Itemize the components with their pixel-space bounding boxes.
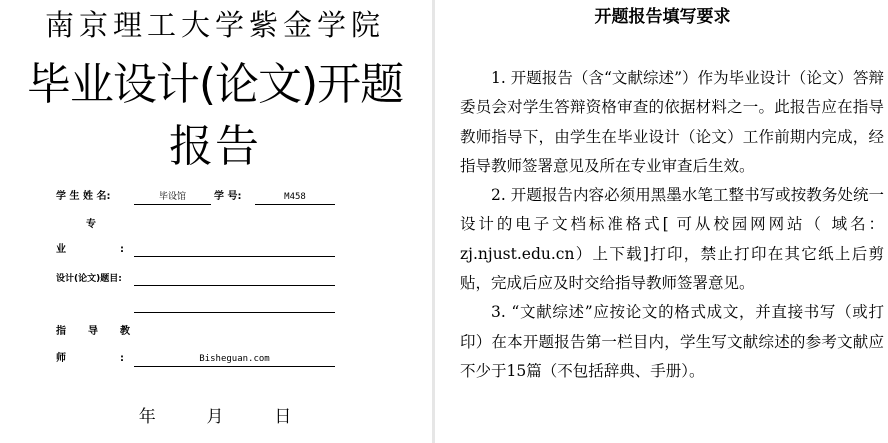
advisor-colon: : xyxy=(120,353,124,364)
date-year: 年 xyxy=(138,407,156,427)
advisor-label-last: 师 xyxy=(56,353,66,364)
date-day: 日 xyxy=(274,407,292,427)
school-name: 南京理工大学紫金学院 xyxy=(44,8,385,42)
requirements-page xyxy=(437,0,888,443)
topic-underline-1 xyxy=(134,285,335,286)
topic-underline-2 xyxy=(134,312,335,313)
student-name-value: 毕设馆 xyxy=(158,192,186,202)
requirements-body xyxy=(460,64,884,386)
major-label-bottom: 业 xyxy=(56,244,66,255)
date-row xyxy=(0,405,430,429)
topic-label: 设计(论文)题目: xyxy=(56,274,122,284)
advisor-value: Bisheguan.com xyxy=(199,354,270,364)
student-name-underline xyxy=(134,204,211,205)
advisor-label-char-3: 教 xyxy=(120,326,130,337)
student-id-underline xyxy=(255,204,335,205)
requirement-paragraph-2: 2. 开题报告内容必须用黑墨水笔工整书写或按教务处统一设计的电子文档标准格式[ 可从校园网网站（ 域名：zj.njust.edu.cn）上下载]打印，禁止打印在其它纸上后剪贴，完成后应及时交给指导教师签署意见。 xyxy=(460,186,884,293)
student-name-label: 学 生 姓 名: xyxy=(56,191,111,202)
requirement-paragraph-3: 3. “文献综述”应按论文的格式成文，并直接书写（或打印）在本开题报告第一栏目内，学生写文献综述的参考文献应不少于15篇（不包括辞典、手册）。 xyxy=(460,303,884,380)
report-title-line2: 报告 xyxy=(169,121,261,172)
requirements-title: 开题报告填写要求 xyxy=(594,7,731,27)
student-id-label: 学 号: xyxy=(214,191,242,202)
report-title-line1: 毕业设计(论文)开题 xyxy=(26,59,404,110)
major-label-top: 专 xyxy=(86,219,96,230)
advisor-underline xyxy=(134,366,335,367)
page-divider xyxy=(432,0,435,443)
major-underline xyxy=(134,256,335,257)
date-month: 月 xyxy=(206,407,224,427)
cover-page xyxy=(0,0,430,443)
requirement-paragraph-1: 1. 开题报告（含“文献综述”）作为毕业设计（论文）答辩委员会对学生答辩资格审查的依据材料之一。此报告应在指导教师指导下，由学生在毕业设计（论文）工作前期内完成，经指导教师签署意见及所在专业审查后生效。 xyxy=(460,69,884,175)
advisor-label-char-1: 指 xyxy=(56,326,66,337)
advisor-label-char-2: 导 xyxy=(88,326,98,337)
student-id-value: M458 xyxy=(284,192,306,202)
major-colon: : xyxy=(120,244,124,255)
